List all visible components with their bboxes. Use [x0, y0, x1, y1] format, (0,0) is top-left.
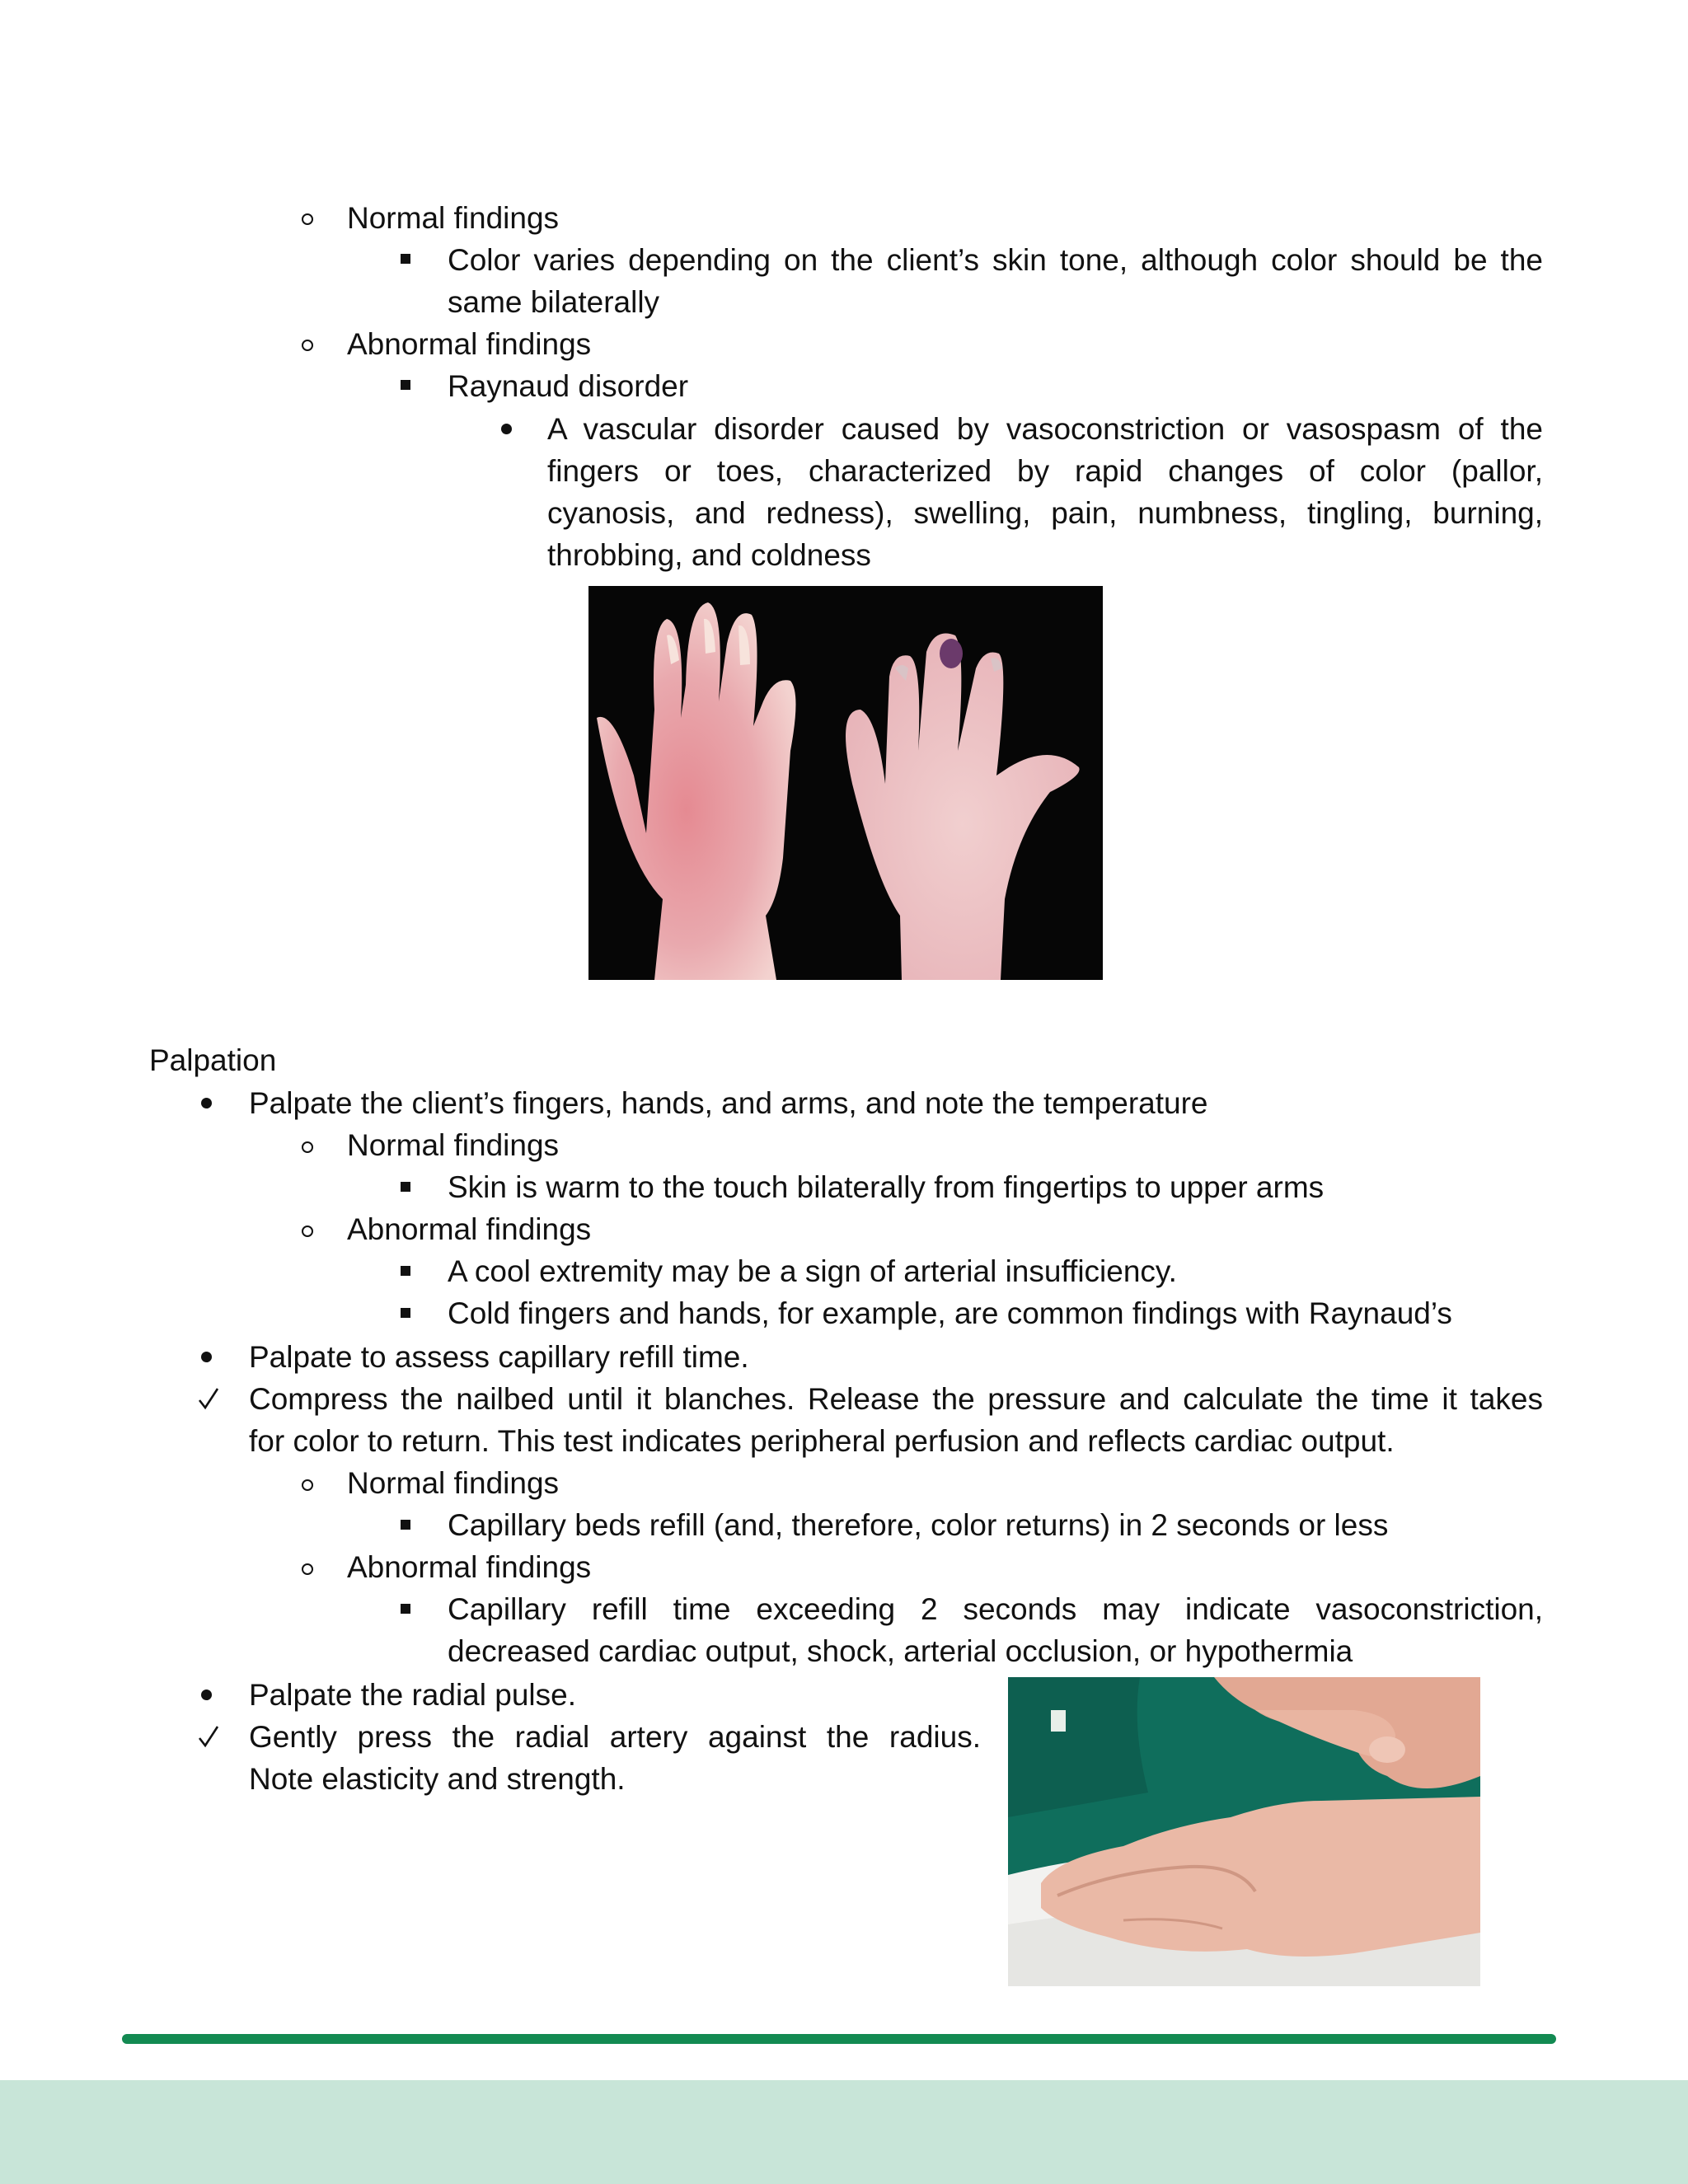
normal-findings-text-line1: Color varies depending on the client’s skin tone, although color should be the — [448, 243, 1543, 277]
square-bullet-icon — [401, 1182, 410, 1192]
square-bullet-icon — [401, 1308, 410, 1318]
item2-abnormal-text1: Capillary refill time exceeding 2 seconds may indicate vasoconstriction, — [448, 1592, 1543, 1626]
raynaud-desc-line1: A vascular disorder caused by vasoconstriction or vasospasm of the — [547, 412, 1543, 446]
checkmark-icon — [198, 1386, 219, 1411]
abnormal-findings-label: Abnormal findings — [347, 327, 592, 361]
square-bullet-icon — [401, 1520, 410, 1530]
radial-pulse-illustration — [1008, 1677, 1480, 1986]
footer-divider — [122, 2034, 1556, 2044]
square-bullet-icon — [401, 254, 410, 264]
item1-abnormal-text1: A cool extremity may be a sign of arterial insufficiency. — [448, 1254, 1177, 1288]
item1-normal-label: Normal findings — [347, 1128, 560, 1162]
circle-bullet-icon — [302, 1479, 313, 1491]
item1-abnormal-text2: Cold fingers and hands, for example, are common findings with Raynaud’s — [448, 1296, 1452, 1330]
item3-check-line2: Note elasticity and strength. — [249, 1762, 626, 1796]
item3-check-line1: Gently press the radial artery against the radius. — [249, 1720, 981, 1754]
palpation-item2-text: Palpate to assess capillary refill time. — [249, 1340, 749, 1374]
round-bullet-icon — [501, 424, 512, 434]
circle-bullet-icon — [302, 213, 313, 225]
item2-abnormal-label: Abnormal findings — [347, 1550, 592, 1584]
circle-bullet-icon — [302, 1563, 313, 1575]
normal-findings-label: Normal findings — [347, 201, 560, 235]
raynaud-hands-photo — [588, 586, 1103, 980]
palpation-item3-text: Palpate the radial pulse. — [249, 1678, 576, 1712]
raynaud-desc-line2: fingers or toes, characterized by rapid changes of color (pallor, — [547, 454, 1543, 488]
square-bullet-icon — [401, 380, 410, 390]
item1-abnormal-label: Abnormal findings — [347, 1212, 592, 1246]
round-bullet-icon — [201, 1098, 212, 1108]
palpation-heading: Palpation — [149, 1043, 277, 1077]
palpation-item1-text: Palpate the client’s fingers, hands, and arms, and note the temperature — [249, 1086, 1208, 1120]
square-bullet-icon — [401, 1266, 410, 1276]
hands-illustration — [588, 586, 1103, 980]
item2-check-line1: Compress the nailbed until it blanches. Release the pressure and calculate the time it takes — [249, 1382, 1543, 1416]
item1-normal-text: Skin is warm to the touch bilaterally from fingertips to upper arms — [448, 1170, 1325, 1204]
item2-abnormal-text2: decreased cardiac output, shock, arterial occlusion, or hypothermia — [448, 1634, 1353, 1668]
normal-findings-text-line2: same bilaterally — [448, 285, 660, 319]
round-bullet-icon — [201, 1352, 212, 1362]
circle-bullet-icon — [302, 1141, 313, 1153]
checkmark-icon — [198, 1724, 219, 1749]
circle-bullet-icon — [302, 340, 313, 351]
footer-band — [0, 2080, 1688, 2184]
raynaud-desc-line4: throbbing, and coldness — [547, 538, 871, 572]
radial-pulse-photo — [1008, 1677, 1480, 1986]
circle-bullet-icon — [302, 1226, 313, 1237]
raynaud-desc-line3: cyanosis, and redness), swelling, pain, numbness, tingling, burning, — [547, 496, 1543, 530]
item2-check-line2: for color to return. This test indicates peripheral perfusion and reflects cardiac output. — [249, 1424, 1395, 1458]
raynaud-label: Raynaud disorder — [448, 369, 689, 403]
item2-normal-label: Normal findings — [347, 1466, 560, 1500]
square-bullet-icon — [401, 1604, 410, 1614]
item2-normal-text: Capillary beds refill (and, therefore, color returns) in 2 seconds or less — [448, 1508, 1389, 1542]
round-bullet-icon — [201, 1690, 212, 1700]
